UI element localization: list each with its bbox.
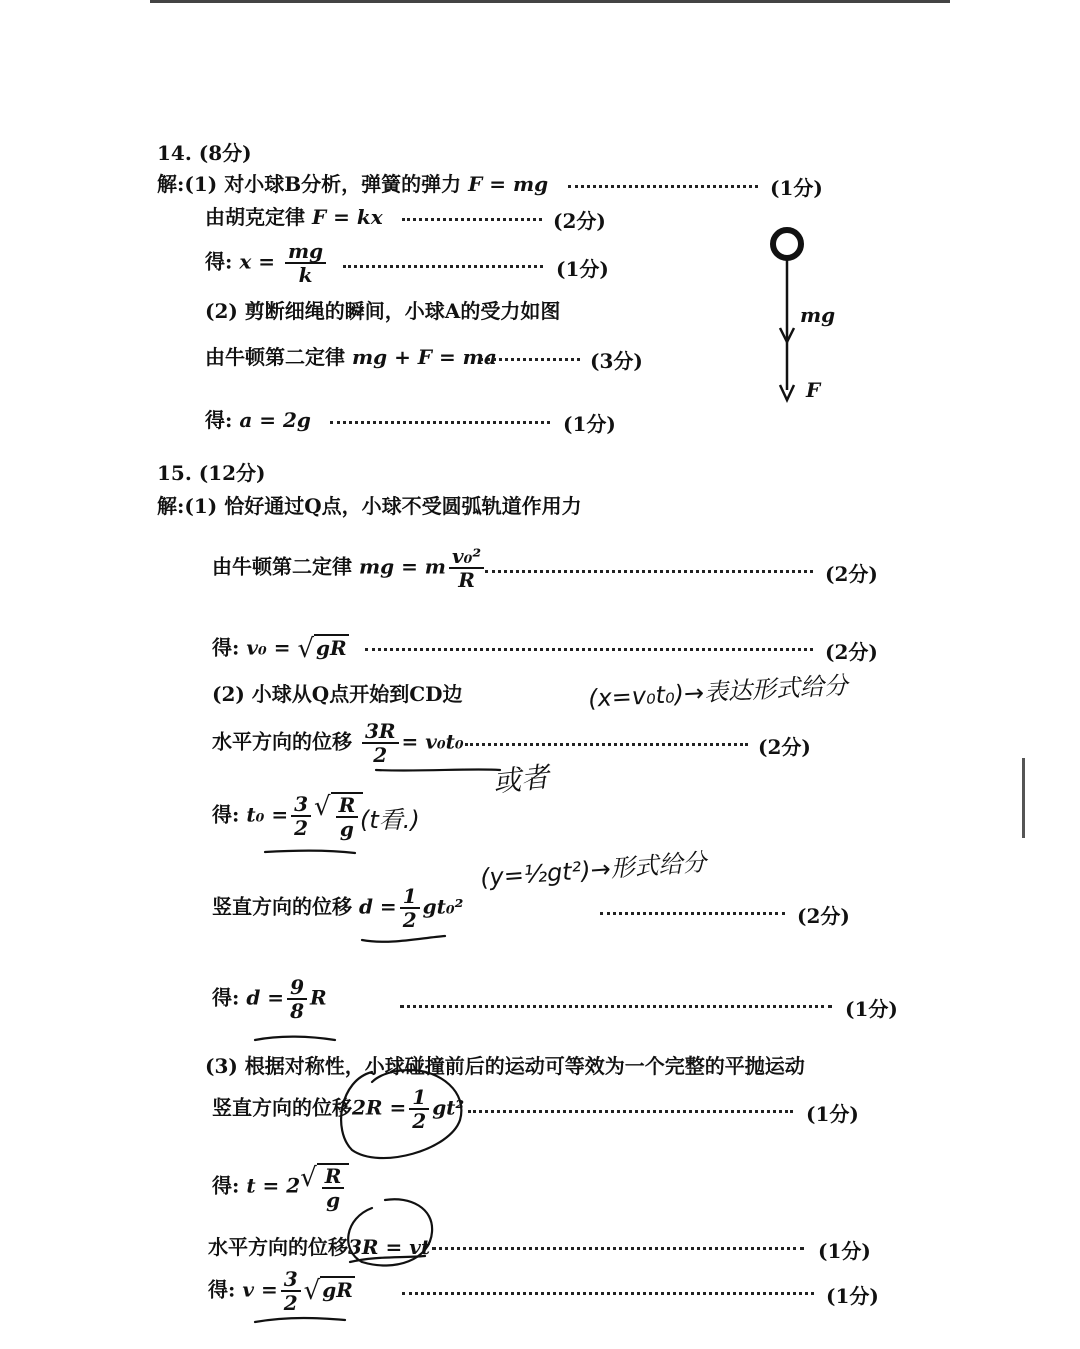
leader-dots — [400, 1005, 832, 1008]
q14-hooke-eq: F = kx — [311, 205, 383, 229]
q15-vert2-rhs: gt² — [432, 1095, 465, 1120]
fraction-denominator: 2 — [412, 1109, 427, 1133]
fraction-denominator: 2 — [402, 908, 417, 932]
q14-result-x-line — [205, 240, 329, 286]
leader-dots — [432, 1247, 804, 1250]
leader-dots — [402, 218, 542, 221]
q14-newton-line — [205, 345, 497, 369]
q15-vert2-lhs: 2R = — [352, 1095, 407, 1120]
q15-vert-fraction — [400, 885, 420, 931]
q15-d-lhs: d = — [246, 985, 285, 1010]
result-prefix: 得: — [208, 1277, 236, 1302]
q15-horiz-score: (2分) — [758, 735, 811, 759]
diagram-label-mg: mg — [800, 303, 836, 327]
radicand: gR — [322, 1278, 353, 1302]
q15-vert-rhs: gt₀² — [422, 894, 464, 919]
q15-t0-lhs: t₀ = — [246, 802, 289, 827]
q14-hooke-line — [205, 205, 383, 229]
result-prefix: 得: — [212, 985, 240, 1010]
ball-a-icon — [773, 230, 801, 258]
q15-newton-lhs: mg = m — [358, 554, 446, 579]
q15-t-lhs: t = 2 — [246, 1173, 301, 1198]
q14-result-a-line — [205, 408, 311, 432]
diagram-label-f: F — [806, 378, 821, 402]
fraction-numerator: 1 — [409, 1086, 429, 1110]
q14-part1-line — [157, 172, 548, 196]
q14-result-x-score: (1分) — [556, 257, 609, 281]
sqrt-icon: √ — [297, 634, 315, 664]
q15-newton-fraction — [449, 545, 484, 591]
q14-result-a-score: (1分) — [563, 412, 616, 436]
q15-t0-sqrt — [314, 792, 363, 840]
q15-vert-text: 竖直方向的位移 — [212, 894, 352, 919]
q15-d-line — [212, 976, 327, 1022]
q15-t0-fraction — [291, 793, 311, 839]
q14-hooke-score: (2分) — [553, 209, 606, 233]
sqrt-icon: √ — [314, 792, 331, 822]
q15-horiz-rhs: = v₀t₀ — [401, 729, 464, 754]
q15-horiz2-text: 水平方向的位移 — [208, 1235, 348, 1259]
q15-v-sqrt — [304, 1276, 355, 1306]
fraction-denominator: 2 — [373, 743, 388, 767]
q14-newton-score: (3分) — [590, 349, 643, 373]
q14-x-fraction — [285, 240, 326, 286]
handwritten-note-1: (x=v₀t₀)→表达形式给分 — [587, 671, 849, 713]
ink-underline — [265, 851, 355, 853]
q14-hooke-text: 由胡克定律 — [205, 205, 305, 229]
leader-dots — [468, 1110, 793, 1113]
leader-dots — [568, 185, 758, 188]
q15-vert2-fraction — [409, 1086, 429, 1132]
q15-part1-line — [157, 494, 582, 518]
fraction-denominator: 2 — [283, 1291, 298, 1315]
q15-v0-score: (2分) — [825, 640, 878, 664]
fraction-numerator: 3R — [362, 720, 399, 744]
q15-newton-score: (2分) — [825, 562, 878, 586]
q15-part3-text: (3) 根据对称性，小球碰撞前后的运动可等效为一个完整的平抛运动 — [205, 1054, 805, 1078]
q15-v0-sqrt — [297, 634, 348, 664]
q15-newton-text: 由牛顿第二定律 — [212, 554, 352, 579]
q15-v-lhs: v = — [242, 1277, 278, 1302]
sqrt-icon: √ — [300, 1163, 317, 1193]
q15-solution-prefix: 解: — [157, 494, 185, 518]
q14-solution-prefix: 解: — [157, 172, 185, 196]
q15-t-line — [212, 1163, 349, 1211]
fraction-numerator: mg — [285, 240, 326, 264]
handwritten-note-2: (t看.) — [360, 806, 420, 834]
q15-v-score: (1分) — [826, 1284, 879, 1308]
fraction-denominator: k — [298, 263, 313, 287]
q14-newton-eq: mg + F = ma — [351, 345, 497, 369]
sqrt-icon: √ — [303, 1276, 321, 1306]
fraction-numerator: 3 — [281, 1268, 301, 1292]
fraction-numerator: R — [322, 1165, 345, 1189]
q15-t-sqrt — [300, 1163, 349, 1211]
q15-vert2-score: (1分) — [806, 1102, 859, 1126]
fraction-numerator: 3 — [291, 793, 311, 817]
ink-underline — [376, 769, 500, 770]
q15-part2-text: (2) 小球从Q点开始到CD边 — [212, 682, 463, 706]
q15-v-fraction — [281, 1268, 301, 1314]
q15-horiz-line — [212, 720, 464, 766]
result-prefix: 得: — [212, 1173, 240, 1198]
q15-d-fraction — [287, 976, 307, 1022]
q14-newton-text: 由牛顿第二定律 — [205, 345, 345, 369]
leader-dots — [365, 648, 813, 651]
fraction-numerator: 9 — [287, 976, 307, 1000]
handwritten-note-4: (y=½gt²)→形式给分 — [479, 848, 708, 892]
q15-vert-line — [212, 885, 463, 931]
leader-dots — [330, 421, 550, 424]
q15-horiz-fraction — [362, 720, 399, 766]
q15-horiz2-eq: 3R = vt — [348, 1235, 431, 1259]
fraction-denominator: R — [458, 568, 475, 592]
leader-dots — [485, 570, 813, 573]
radicand: gR — [316, 636, 347, 660]
leader-dots — [480, 358, 580, 361]
fraction-denominator: g — [339, 817, 354, 841]
fraction-numerator: R — [336, 794, 359, 818]
q14-result-a-eq: a = 2g — [239, 408, 311, 432]
q15-v-line — [208, 1268, 355, 1314]
leader-dots — [600, 912, 785, 915]
q14-header: 14. (8分) — [157, 141, 252, 165]
fraction-denominator: g — [326, 1188, 341, 1212]
q14-part1-score: (1分) — [770, 176, 823, 200]
fraction-denominator: 8 — [290, 999, 304, 1023]
q15-header: 15. (12分) — [157, 461, 266, 485]
fraction-numerator: 1 — [400, 885, 420, 909]
fraction-numerator: v₀² — [449, 545, 484, 569]
q15-vert-lhs: d = — [358, 894, 397, 919]
q15-horiz-text: 水平方向的位移 — [212, 729, 352, 754]
result-prefix: 得: — [205, 408, 233, 432]
q15-v0-line — [212, 634, 349, 664]
q15-t0-line — [212, 792, 363, 840]
q14-spring-force-eq: F = mg — [468, 172, 549, 196]
result-prefix: 得: — [205, 249, 233, 274]
handwritten-note-3: 或者 — [491, 760, 551, 799]
q14-part2-text: (2) 剪断细绳的瞬间，小球A的受力如图 — [205, 299, 561, 323]
q15-part1-text: (1) 恰好通过Q点，小球不受圆弧轨道作用力 — [184, 494, 582, 518]
page-top-border — [150, 0, 950, 3]
scan-edge-mark — [1022, 758, 1025, 838]
q15-d-rhs: R — [310, 985, 327, 1010]
ink-underline — [255, 1318, 345, 1322]
result-prefix: 得: — [212, 802, 240, 827]
result-prefix: 得: — [212, 635, 240, 660]
q15-vert2-line — [212, 1086, 464, 1132]
q15-newton-line — [212, 545, 487, 591]
q14-part1-text: (1) 对小球B分析，弹簧的弹力 — [184, 172, 462, 196]
q15-horiz2-score: (1分) — [818, 1239, 871, 1263]
leader-dots — [465, 743, 748, 746]
fraction-denominator: 2 — [294, 816, 308, 840]
ink-underline — [362, 936, 445, 942]
q15-v0-lhs: v₀ = — [246, 635, 291, 660]
leader-dots — [343, 265, 543, 268]
q15-vert2-text: 竖直方向的位移 — [212, 1095, 352, 1120]
q15-d-score: (1分) — [845, 997, 898, 1021]
ink-underline — [255, 1037, 335, 1040]
q14-x-lhs: x = — [239, 249, 276, 274]
q15-horiz2-line — [208, 1235, 430, 1259]
leader-dots — [402, 1292, 814, 1295]
q15-vert-score: (2分) — [797, 904, 850, 928]
